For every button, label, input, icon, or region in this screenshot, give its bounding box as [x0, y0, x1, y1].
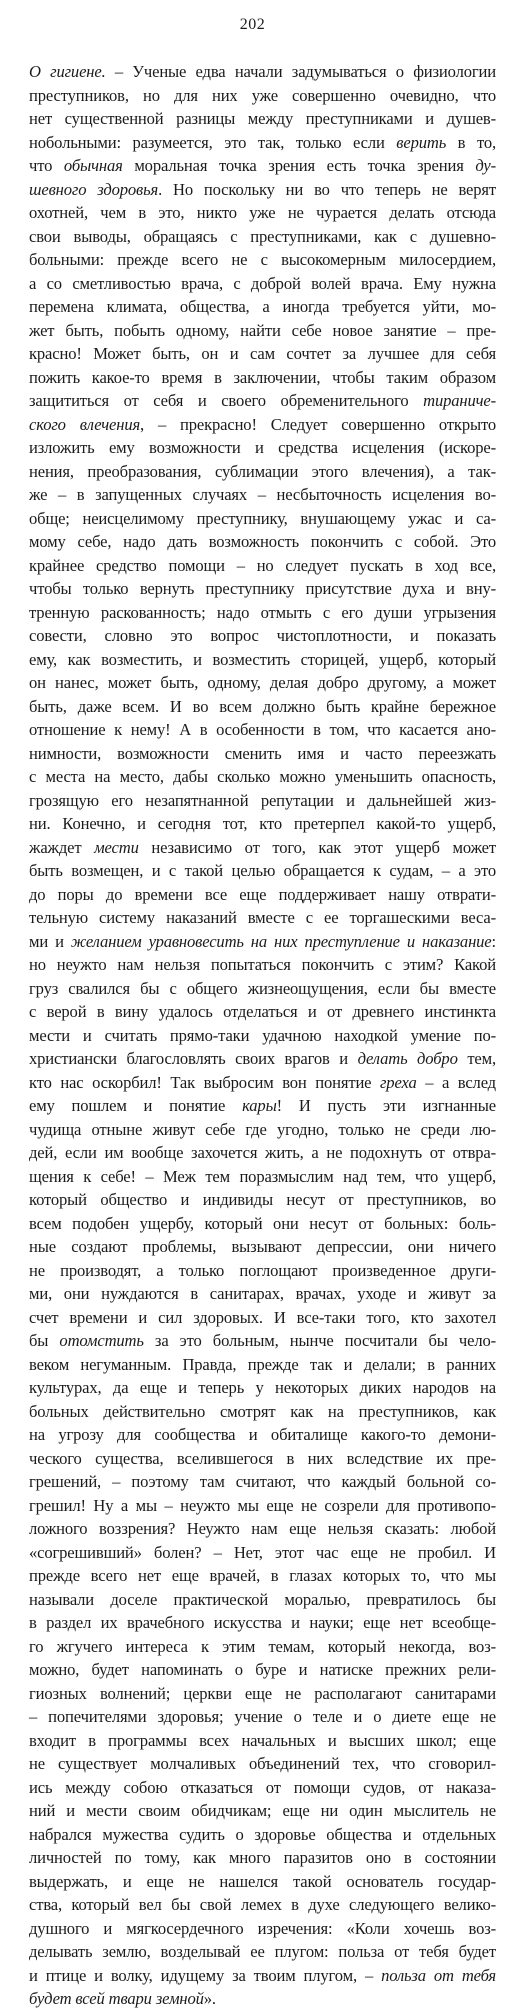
text-line: [29, 695, 496, 719]
text-line: [29, 1470, 496, 1494]
text-line: [29, 1658, 496, 1682]
text-segment: набрался мужества судить о здоровье общества и отдельных: [29, 1824, 496, 1844]
text-line: [29, 1799, 496, 1823]
text-segment: . Но поскольку ни во что теперь не верят: [158, 179, 496, 199]
text-line: [29, 1071, 496, 1095]
text-line: [29, 977, 496, 1001]
text-line: [29, 1094, 496, 1118]
text-line: [29, 366, 496, 390]
text-segment: всем подобен ущербу, который они несут от больных: боль-: [29, 1213, 496, 1233]
text-line: [29, 483, 496, 507]
text-segment: в раздел их врачебного искусства и науки; еще нет всеобще-: [29, 1613, 496, 1632]
text-segment: го жгучего интереса к этим темам, который некогда, воз-: [29, 1636, 496, 1656]
text-segment: больными: прежде всего не с высокомерным милосердием,: [29, 250, 496, 269]
text-line: [29, 577, 496, 601]
text-line: [29, 1823, 496, 1847]
text-line: [29, 859, 496, 883]
text-line: [29, 1940, 496, 1964]
text-line: [29, 1423, 496, 1447]
text-line: [29, 107, 496, 131]
text-line: [29, 1000, 496, 1024]
text-segment: ».: [203, 1989, 216, 2008]
body-text: [29, 60, 496, 2011]
text-line: [29, 601, 496, 625]
text-line: [29, 930, 496, 954]
text-line: [29, 201, 496, 225]
text-line: [29, 1588, 496, 1612]
text-line: [29, 272, 496, 296]
italic-text: отомстить: [59, 1331, 144, 1350]
text-line: [29, 648, 496, 672]
text-segment: ложного воззрения? Неужто нам еще нельзя сказать: любой: [29, 1519, 496, 1538]
text-line: [29, 1165, 496, 1189]
text-segment: не существует молчаливых объединений тех, что сговорил-: [29, 1754, 496, 1773]
text-line: [29, 718, 496, 742]
text-line: [29, 342, 496, 366]
text-line: [29, 154, 496, 178]
text-line: [29, 1212, 496, 1236]
text-line: [29, 554, 496, 578]
text-segment: ства, который вел бы свой лемех в духе следующего велико-: [29, 1895, 496, 1914]
text-segment: делывать землю, возделывай ее плугом: польза от тебя будет: [29, 1942, 496, 1961]
text-segment: который общество и индивиды несут от преступников, во: [29, 1190, 496, 1209]
text-segment: больных действительно смотрят как на преступников, как: [29, 1401, 496, 1421]
text-line: [29, 1776, 496, 1800]
text-line: [29, 624, 496, 648]
text-segment: ему, как возместить, и возместить сторицей, ущерб, который: [29, 649, 496, 669]
text-segment: нобольными: разумеется, это так, только если: [29, 132, 397, 152]
text-segment: не производят, а только поглощают произведенное други-: [29, 1260, 496, 1280]
text-line: [29, 1987, 496, 2011]
text-line: [29, 84, 496, 108]
text-segment: ми, они нуждаются в санитарах, врачах, уходе и живут за: [29, 1284, 496, 1303]
text-line: [29, 319, 496, 343]
text-segment: за это больным, нынче посчитали бы чело-: [143, 1331, 496, 1350]
text-segment: входит в программы всех начальных и высших школ; еще: [29, 1730, 496, 1750]
italic-text: обычная: [63, 156, 123, 175]
text-segment: быть возмещен, и с такой целью обращается к судам, – а это: [29, 861, 496, 880]
text-line: [29, 1259, 496, 1283]
text-segment: что: [29, 156, 64, 175]
text-line: [29, 178, 496, 202]
text-line: [29, 1306, 496, 1330]
text-segment: но неужто нам нельзя попытаться покончить с этим? Какой: [29, 955, 496, 974]
text-line: [29, 1893, 496, 1917]
text-segment: прежде всего нет еще врачей, в глазах которых то, что мы: [29, 1566, 496, 1585]
text-segment: изложить ему возможности и средства исцеления (искоре-: [29, 438, 496, 457]
text-segment: отношение к нему! А в особенности в том, что касается ано-: [29, 720, 496, 739]
text-segment: – попечителями здоровья; учение о теле и о диете еще не: [29, 1707, 496, 1726]
text-segment: , – прекрасно! Следует совершенно открыто: [140, 414, 496, 434]
text-segment: нения, преобразования, сублимации этого влечения), а так-: [29, 461, 496, 481]
text-segment: мести и считать прямо-таки удачною находкой умение по-: [29, 1025, 496, 1045]
text-line: [29, 1447, 496, 1471]
text-segment: нимности, возможности сменить имя и часто переезжать: [29, 743, 496, 763]
text-segment: – Ученые едва начали задумываться о физиологии: [105, 62, 496, 81]
text-segment: можно, будет напоминать о буре и натиске прежних рели-: [29, 1660, 496, 1679]
text-segment: ний и мести своим обидчикам; еще ни один мыслитель не: [29, 1801, 496, 1820]
text-segment: культурах, да еще и теперь у некоторых диких народов на: [29, 1378, 496, 1397]
page-number: 202: [239, 16, 266, 33]
text-segment: свои выводы, обращаясь с преступниками, как с душевно-: [29, 226, 496, 246]
text-line: [29, 1635, 496, 1659]
text-segment: совести, словно это вопрос чистоплотности, и показать: [29, 626, 496, 645]
text-segment: тельную систему наказаний вместе с ее торгашескими веса-: [29, 908, 496, 927]
text-segment: чтобы только вернуть преступнику присутствие духа и вну-: [29, 579, 496, 598]
italic-text: О гигиене.: [29, 62, 106, 81]
text-segment: ми и: [29, 931, 71, 951]
text-segment: чудища отныне живут себе где угодно, только не среди лю-: [29, 1119, 496, 1139]
text-line: [29, 530, 496, 554]
italic-text: желанием уравновесить на них преступление и наказание: [70, 931, 492, 951]
text-line: [29, 507, 496, 531]
text-line: [29, 248, 496, 272]
italic-text: мести: [94, 837, 139, 857]
text-line: [29, 1541, 496, 1565]
text-segment: ись между собою отказаться от помощи судов, от наказа-: [29, 1777, 496, 1797]
text-line: [29, 1235, 496, 1259]
text-line: [29, 60, 496, 84]
text-segment: на угрозу для сообщества и обиталище какого-то демони-: [29, 1425, 496, 1444]
italic-text: шевного здоровья: [29, 179, 159, 199]
text-segment: :: [491, 931, 496, 951]
text-segment: бы: [29, 1331, 60, 1350]
text-segment: обще; неисцелимому преступнику, внушающему ужас и са-: [29, 508, 496, 528]
text-line: [29, 1564, 496, 1588]
text-segment: жет быть, побыть одному, найти себе новое занятие – пре-: [29, 320, 496, 340]
italic-text: будет всей твари земной: [29, 1989, 204, 2008]
italic-text: верить: [396, 132, 447, 152]
text-segment: мому себе, надо дать возможность покончить с собой. Это: [29, 532, 496, 551]
text-segment: грозящую его незапятнанной репутации и дальнейшей жиз-: [29, 790, 496, 810]
text-line: [29, 1282, 496, 1306]
text-line: [29, 836, 496, 860]
text-segment: выдержать, и еще не нашелся такой основатель государ-: [29, 1871, 496, 1891]
text-line: [29, 1118, 496, 1142]
text-line: [29, 1353, 496, 1377]
text-line: [29, 1024, 496, 1048]
text-segment: преступников, но для них уже совершенно очевидно, что: [29, 85, 496, 105]
text-line: [29, 765, 496, 789]
text-line: [29, 1705, 496, 1729]
text-line: [29, 1729, 496, 1753]
text-line: [29, 1517, 496, 1541]
text-segment: быть, даже всем. И во всем должно быть крайне бережное: [29, 696, 496, 716]
text-line: [29, 1188, 496, 1212]
text-segment: личностей по тому, как много паразитов оно в состоянии: [29, 1848, 496, 1867]
text-segment: с места на место, дабы сколько можно уменьшить опасность,: [29, 767, 496, 786]
text-segment: до поры до времени все еще поддерживает нашу отврати-: [29, 884, 496, 904]
text-segment: называли доселе практической моралью, превратилось бы: [29, 1589, 496, 1609]
text-line: [29, 1964, 496, 1988]
text-segment: душного и мягкосердечного изречения: «Коли хочешь воз-: [29, 1918, 496, 1938]
text-line: [29, 1376, 496, 1400]
italic-text: делать добро: [357, 1049, 458, 1068]
text-segment: ему пошлем и понятие: [29, 1096, 243, 1115]
text-line: [29, 1047, 496, 1071]
text-line: [29, 131, 496, 155]
text-line: [29, 225, 496, 249]
text-line: [29, 1494, 496, 1518]
text-segment: дей, если им вообще захочется жить, а не подохнуть от отвра-: [29, 1143, 496, 1162]
text-line: [29, 1611, 496, 1635]
text-segment: ческого существа, вселившегося в них вследствие их пре-: [29, 1448, 496, 1468]
text-segment: он нанес, может быть, одному, делая добро другому, а может: [29, 673, 496, 692]
text-segment: защититься от себя и своего обременительного: [29, 391, 424, 410]
text-line: [29, 812, 496, 836]
text-segment: красно! Может быть, он и сам сочтет за лучшее для себя: [29, 344, 496, 363]
italic-text: ду-: [475, 156, 496, 175]
text-line: [29, 1870, 496, 1894]
text-segment: счет времени и сил здоровых. И все-таки того, кто захотел: [29, 1307, 496, 1327]
text-line: [29, 1752, 496, 1776]
italic-text: греха: [379, 1072, 417, 1092]
text-line: [29, 295, 496, 319]
text-segment: охотней, чем в это, никто уже не чурается делать отсюда: [29, 203, 496, 222]
text-line: [29, 1400, 496, 1424]
text-segment: нет существенной разницы между преступниками и душев-: [29, 109, 496, 128]
text-segment: же – в запущенных случаях – несбыточность исцеления во-: [29, 485, 496, 504]
text-segment: грешил! Ну а мы – неужто мы еще не созрели для противопо-: [29, 1495, 496, 1515]
text-line: [29, 413, 496, 437]
text-segment: – а вслед: [416, 1072, 496, 1092]
text-segment: груз свалился бы с общего жизнеощущения, если бы вместе: [29, 978, 496, 998]
text-segment: в то,: [446, 132, 496, 152]
text-line: [29, 742, 496, 766]
italic-text: польза от тебя: [381, 1965, 496, 1985]
text-line: [29, 1141, 496, 1165]
text-segment: тренную раскованность; надо отмыть с его души угрызения: [29, 602, 496, 622]
text-segment: кто нас оскорбил! Так выбросим вон понятие: [29, 1072, 380, 1092]
text-line: [29, 1917, 496, 1941]
italic-text: ского влечения: [29, 414, 141, 434]
text-segment: моральная точка зрения есть точка зрения: [122, 156, 476, 175]
italic-text: кары: [242, 1096, 277, 1115]
text-segment: крайнее средство помощи – но следует пускать в ход все,: [29, 555, 496, 575]
text-segment: ! И пусть эти изгнанные: [276, 1096, 496, 1115]
text-segment: с верой в вину удалось отделаться и от древнего инстинкта: [29, 1002, 496, 1021]
text-line: [29, 789, 496, 813]
text-segment: пожить какое-то время в заключении, чтобы таким образом: [29, 367, 496, 387]
text-line: [29, 906, 496, 930]
text-segment: а со сметливостью врача, с доброй волей врача. Ему нужна: [29, 273, 496, 293]
text-segment: грешений, – поэтому там считают, что каждый больной со-: [29, 1472, 496, 1491]
text-segment: щения к себе! – Меж тем поразмыслим над тем, что ущерб,: [29, 1166, 496, 1186]
text-segment: гиозных волнений; церкви еще не располагают санитарами: [29, 1683, 496, 1703]
text-line: [29, 389, 496, 413]
text-line: [29, 460, 496, 484]
text-segment: независимо от того, как этот ущерб может: [138, 837, 496, 857]
text-segment: тем,: [457, 1049, 496, 1068]
italic-text: тираниче-: [423, 391, 496, 410]
text-line: [29, 1846, 496, 1870]
text-line: [29, 883, 496, 907]
text-segment: жаждет: [29, 837, 95, 857]
text-segment: ные создают проблемы, вызывают депрессии, они ничего: [29, 1237, 496, 1256]
text-segment: и птице и волку, идущему за твоим плугом, –: [29, 1965, 382, 1985]
text-segment: веком негуманным. Правда, прежде так и делали; в ранних: [29, 1354, 496, 1374]
text-line: [29, 1329, 496, 1353]
text-line: [29, 671, 496, 695]
text-segment: христиански благословлять своих врагов и: [29, 1049, 358, 1068]
text-line: [29, 436, 496, 460]
text-segment: ни. Конечно, и сегодня тот, кто претерпел какой-то ущерб,: [29, 814, 496, 833]
text-line: [29, 1682, 496, 1706]
text-line: [29, 953, 496, 977]
text-segment: перемена климата, общества, а иногда требуется уйти, мо-: [29, 297, 496, 316]
text-segment: «согрешивший» болен? – Нет, этот час еще не пробил. И: [29, 1542, 496, 1562]
